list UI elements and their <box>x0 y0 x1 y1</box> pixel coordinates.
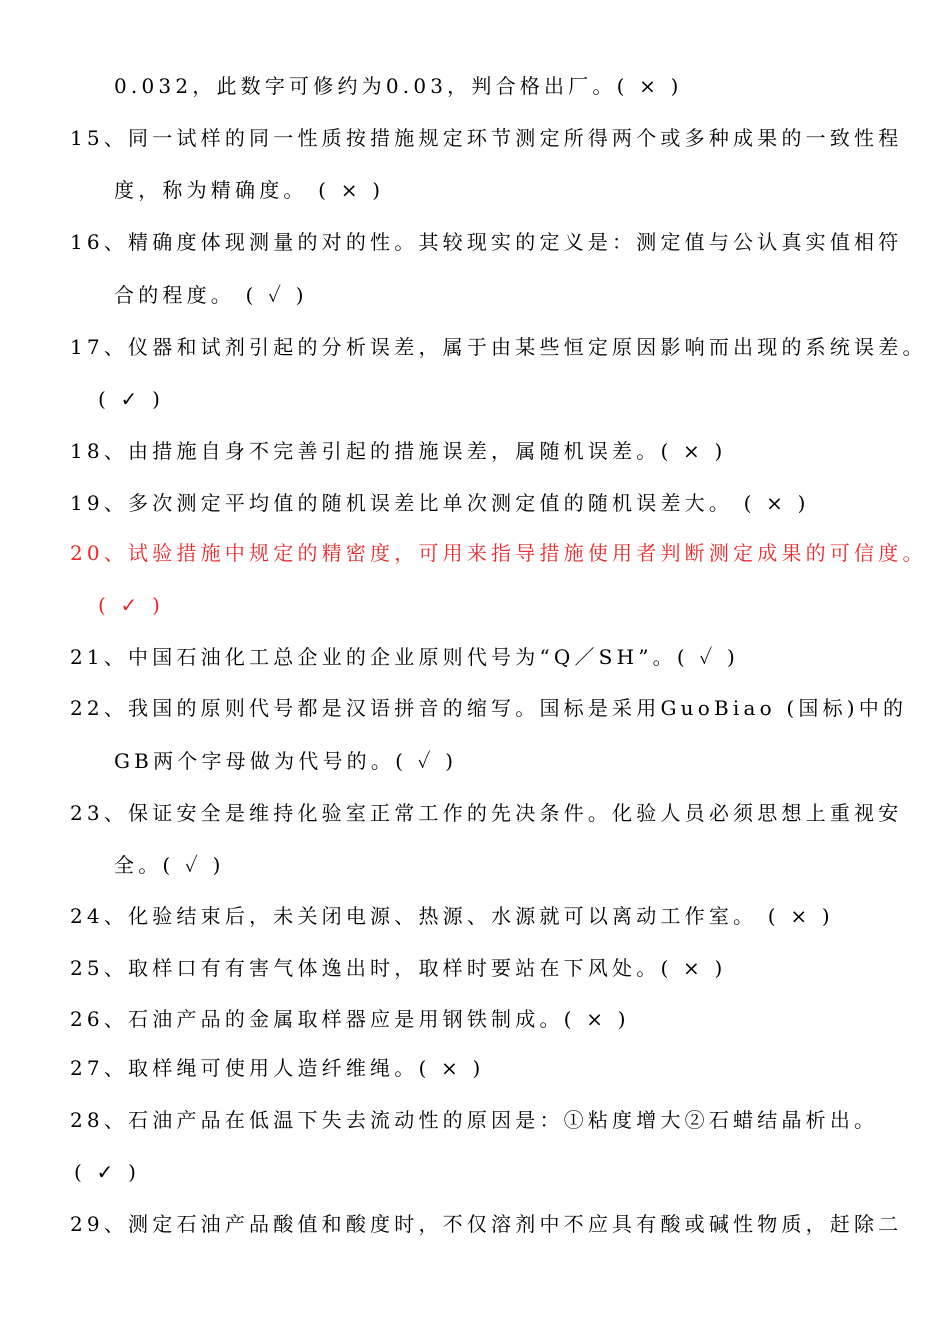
question-28-answer: ( ✓ ) <box>74 1160 141 1184</box>
question-20-answer: ( ✓ ) <box>98 593 165 617</box>
question-22: 22、我国的原则代号都是汉语拼音的缩写。国标是采用GuoBiao (国标)中的 <box>70 696 908 720</box>
text-line-continuation-14: 0.032，此数字可修约为0.03，判合格出厂。( × ) <box>114 74 683 98</box>
question-29: 29、测定石油产品酸值和酸度时，不仅溶剂中不应具有酸或碱性物质，赶除二 <box>70 1212 903 1236</box>
question-16: 16、精确度体现测量的对的性。其较现实的定义是：测定值与公认真实值相符 <box>70 230 903 254</box>
question-17: 17、仪器和试剂引起的分析误差，属于由某些恒定原因影响而出现的系统误差。 <box>70 335 927 359</box>
question-16-continuation: 合的程度。 ( ✓ ) <box>114 283 308 307</box>
question-25: 25、取样口有有害气体逸出时，取样时要站在下风处。( × ) <box>70 956 727 980</box>
question-23-continuation: 全。( ✓ ) <box>114 853 225 877</box>
question-26: 26、石油产品的金属取样器应是用钢铁制成。( × ) <box>70 1007 630 1031</box>
question-15-continuation: 度，称为精确度。 ( × ) <box>114 178 385 202</box>
question-20-highlighted: 20、试验措施中规定的精密度，可用来指导措施使用者判断测定成果的可信度。 <box>70 541 927 565</box>
question-24: 24、化验结束后，未关闭电源、热源、水源就可以离动工作室。 ( × ) <box>70 904 834 928</box>
question-27: 27、取样绳可使用人造纤维绳。( × ) <box>70 1056 485 1080</box>
question-28: 28、石油产品在低温下失去流动性的原因是：①粘度增大②石蜡结晶析出。 <box>70 1108 879 1132</box>
question-21: 21、中国石油化工总企业的企业原则代号为“Q／SH”。( ✓ ) <box>70 645 740 669</box>
question-22-continuation: GB两个字母做为代号的。( ✓ ) <box>114 749 458 773</box>
question-17-answer: ( ✓ ) <box>98 387 165 411</box>
question-23: 23、保证安全是维持化验室正常工作的先决条件。化验人员必须思想上重视安 <box>70 801 903 825</box>
question-19: 19、多次测定平均值的随机误差比单次测定值的随机误差大。 ( × ) <box>70 491 810 515</box>
question-15: 15、同一试样的同一性质按措施规定环节测定所得两个或多种成果的一致性程 <box>70 126 903 150</box>
question-18: 18、由措施自身不完善引起的措施误差，属随机误差。( × ) <box>70 439 727 463</box>
